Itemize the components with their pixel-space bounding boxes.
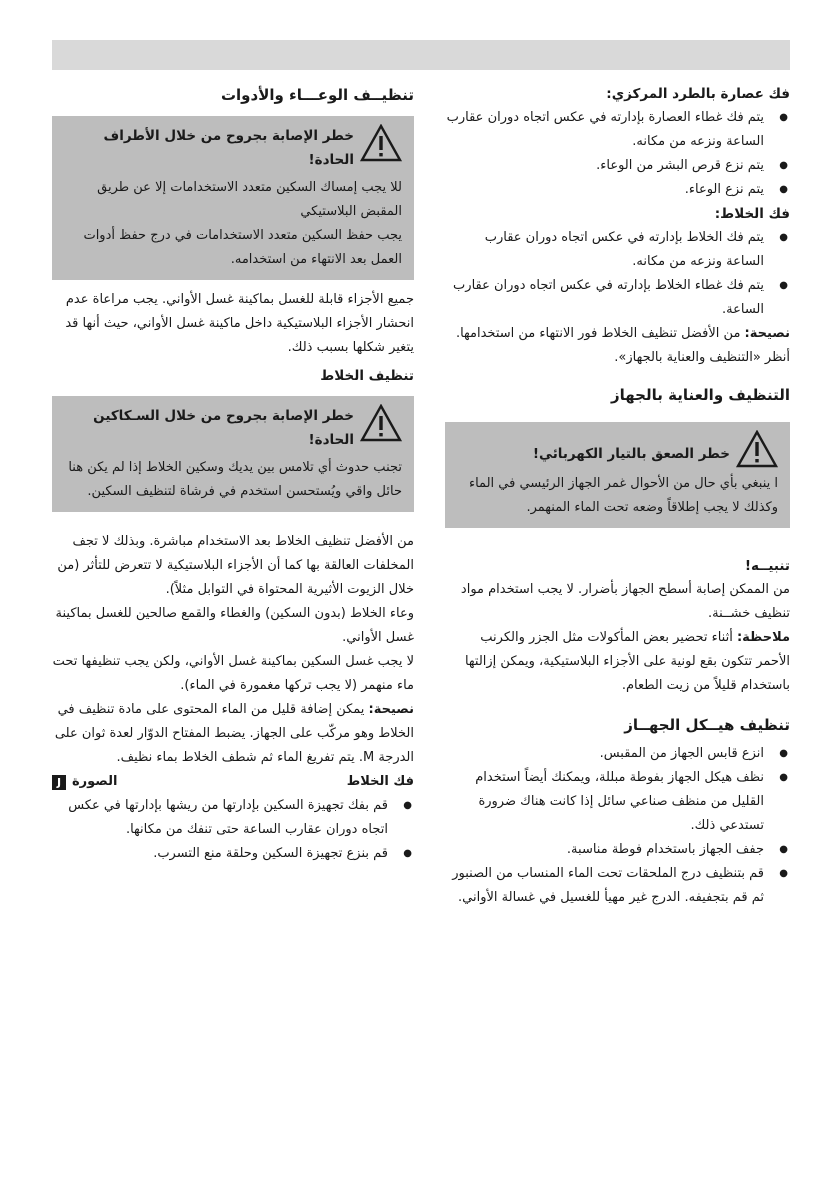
sharp-knives-warning <box>52 396 414 512</box>
list-item: ● يتم نزع قرص البشر من الوعاء. <box>445 154 790 178</box>
bowl-tools-text: جميع الأجزاء قابلة للغسل بماكينة غسل الأواني. يجب مراعاة عدم انحشار الأجزاء البلاستيكية داخل ماكينة غسل الأواني، حيث أنها قد يتغير شكلها بسبب ذلك. <box>65 292 414 355</box>
caution-note <box>445 626 790 698</box>
tip-label: نصيحة: <box>744 326 790 341</box>
electric-shock-warning <box>445 422 790 528</box>
warning-header <box>62 404 402 452</box>
warning-title: خطر الإصابة بجروح من خلال السـكاكين الحادة! <box>93 408 354 448</box>
warning-line: للا يجب إمساك السكين متعدد الاستخدامات إلا عن طريق المقبض البلاستيكي <box>97 180 402 219</box>
list-item: ● نظف هيكل الجهاز بفوطة مبللة، ويمكنك أيضاً استخدام القليل من منظف صناعي سائل إذا كانت هناك ضرورة تستدعي ذلك. <box>445 766 790 838</box>
blender-cleaning-tip <box>52 698 414 770</box>
list-item: ● يتم فك غطاء العصارة بإدارته في عكس اتجاه دوران عقارب الساعة ونزعه من مكانه. <box>445 106 790 154</box>
caution-title: تنبيــه! <box>744 558 790 574</box>
list-item: ● انزع قابس الجهاز من المقبس. <box>445 742 790 766</box>
housing-cleaning-title: تنظيف هيــكل الجهــاز <box>624 716 790 734</box>
juicer-disassembly-list <box>445 106 790 202</box>
list-item: ● قم بفك تجهيزة السكين بإدارتها من ريشها بإدارتها في عكس اتجاه دوران عقارب الساعة حتى تنفك من مكانها. <box>52 794 414 842</box>
tip-text: من الأفضل تنظيف الخلاط فور الانتهاء من استخدامها. أنظر «التنظيف والعناية بالجهاز». <box>455 326 790 365</box>
warning-header <box>62 124 402 172</box>
warning-triangle-icon <box>360 404 402 442</box>
warning-triangle-icon <box>360 124 402 162</box>
header-bar <box>52 40 790 70</box>
warning-triangle-icon <box>736 430 778 468</box>
blender-tip <box>445 322 790 370</box>
blender-disassembly-steps <box>52 794 414 866</box>
blender-disassembly-list <box>445 226 790 322</box>
warning-text: ا ينبغي بأي حال من الأحوال غمر الجهاز الرئيسي في الماء وكذلك لا يجب إطلاقاً وضعه تحت الماء المنهمر. <box>468 476 778 515</box>
left-column <box>52 82 414 866</box>
figure-label: الصورة <box>72 774 118 789</box>
list-item: ● يتم نزع الوعاء. <box>445 178 790 202</box>
blender-disassembly-title: فك الخلاط <box>346 774 414 789</box>
list-item: ● قم بنزع تجهيزة السكين وحلقة منع التسرب. <box>52 842 414 866</box>
warning-header <box>455 430 778 468</box>
warning-line: يجب حفظ السكين متعدد الاستخدامات في درج حفظ أدوات العمل بعد الانتهاء من استخدامه. <box>83 228 402 267</box>
caution-text: من الممكن إصابة أسطح الجهاز بأضرار. لا يجب استخدام مواد تنظيف خشــنة. <box>460 582 790 621</box>
figure-reference <box>52 770 117 794</box>
blender-disassembly-header <box>52 770 414 794</box>
warning-text: تجنب حدوث أي تلامس بين يديك وسكين الخلاط إذا لم يكن هنا حائل واقي ويُستحسن استخدم في فرشاة لتنظيف السكين. <box>68 460 402 499</box>
note-label: ملاحظة: <box>736 630 790 645</box>
list-item: ● جفف الجهاز باستخدام فوطة مناسبة. <box>445 838 790 862</box>
figure-id-badge: J <box>52 775 66 790</box>
bowl-tools-title: تنظيــف الوعـــاء والأدوات <box>220 86 414 104</box>
blender-cleaning-title: تنظيف الخلاط <box>320 368 414 384</box>
list-item: ● يتم فك غطاء الخلاط بإدارته في عكس اتجاه دوران عقارب الساعة. <box>445 274 790 322</box>
blender-cleaning-paragraph: وعاء الخلاط (بدون السكين) والغطاء والقمع صالحين للغسل بماكينة غسل الأواني. <box>55 606 414 645</box>
list-item: ● قم بتنظيف درج الملحقات تحت الماء المنساب من الصنبور ثم قم بتجفيفه. الدرج غير مهيأ للغسيل في غسالة الأواني. <box>445 862 790 910</box>
list-item: ● يتم فك الخلاط بإدارته في عكس اتجاه دوران عقارب الساعة ونزعه من مكانه. <box>445 226 790 274</box>
note-text: أثناء تحضير بعض المأكولات مثل الجزر والكرنب الأحمر تتكون بقع لونية على الأجزاء البلاستيكية، ويمكن إزالتها باستخدام قليلاً من زيت الطعام. <box>464 630 790 693</box>
right-column <box>445 82 790 910</box>
tip-label: نصيحة: <box>368 702 414 717</box>
blender-cleaning-paragraph: لا يجب غسل السكين بماكينة غسل الأواني، ولكن يجب تنظيفها تحت ماء منهمر (لا يجب تركها مغمورة في الماء). <box>52 654 414 693</box>
blender-disassembly-title: فك الخلاط: <box>714 206 790 222</box>
warning-title: خطر الإصابة بجروح من خلال الأطراف الحادة! <box>103 128 354 168</box>
cleaning-care-title: التنظيف والعناية بالجهاز <box>611 386 790 404</box>
tip-text: يمكن إضافة قليل من الماء المحتوى على مادة تنظيف في الخلاط وهو مركّب على الجهاز. يضبط المفتاح الدوّار لعدة ثوان على الدرجة M. يتم تفريغ الماء ثم شطف الخلاط بماء نظيف. <box>54 702 414 765</box>
sharp-edges-warning <box>52 116 414 280</box>
housing-cleaning-list <box>445 742 790 910</box>
warning-title: خطر الصعق بالتيار الكهربائي! <box>532 446 730 462</box>
blender-cleaning-paragraph: من الأفضل تنظيف الخلاط بعد الاستخدام مباشرة. وبذلك لا تجف المخلفات العالقة بها كما أن الأجزاء البلاستيكية لا تتعرض للتأثر (من خلال الزيوت الأثيرية المحتواة في التوابل مثلاً). <box>57 534 414 597</box>
juicer-disassembly-title: فك عصارة بالطرد المركزي: <box>606 86 790 102</box>
